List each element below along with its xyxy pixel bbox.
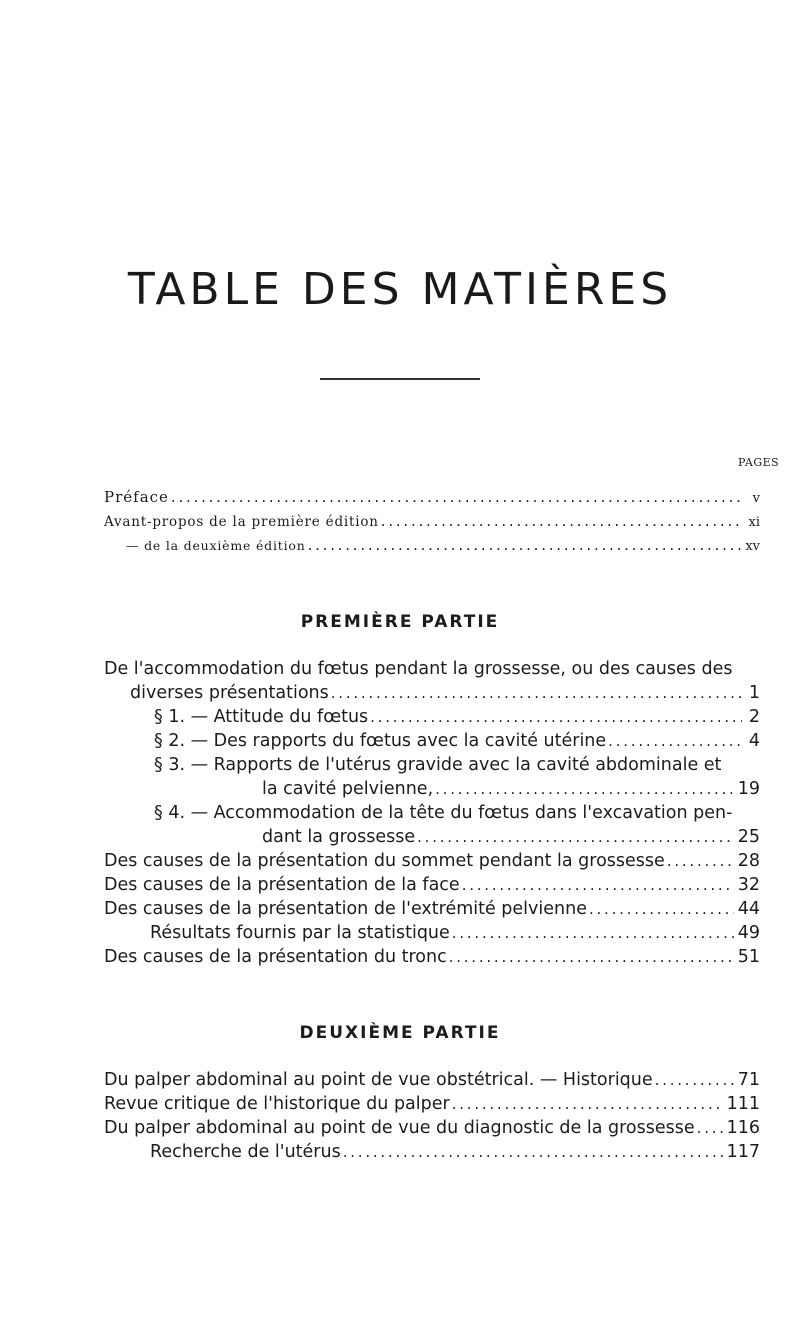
toc-entry-page: 49 <box>737 923 760 943</box>
dot-leader <box>667 850 734 872</box>
toc-entry-page: 32 <box>737 875 760 895</box>
toc-entry-page: xi <box>748 515 760 530</box>
dot-leader <box>462 874 734 896</box>
toc-entry-label: Résultats fournis par la statistique <box>150 923 450 943</box>
dot-leader <box>608 730 742 752</box>
section-3-line1: § 3. — Rapports de l'utérus gravide avec la cavité abdominale et <box>154 755 722 775</box>
dot-leader <box>381 510 742 532</box>
toc-entry-statistique[interactable] <box>150 922 760 944</box>
toc-entry-page: 51 <box>737 947 760 967</box>
dot-leader <box>171 486 742 508</box>
toc-entry-page: 117 <box>726 1142 760 1162</box>
toc-entry-page: xv <box>745 539 760 554</box>
toc-entry-preface[interactable] <box>104 486 760 510</box>
toc-entry-label: Préface <box>104 488 169 506</box>
dot-leader <box>452 922 734 944</box>
toc-entry-section-1[interactable] <box>154 706 760 728</box>
toc-entry-page: 2 <box>748 707 760 727</box>
toc-entry-page: v <box>752 491 760 506</box>
toc-entry-page: 28 <box>737 851 760 871</box>
toc-entry-label: Des causes de la présentation de la face <box>104 875 460 895</box>
toc-entry-palper-diagnostic[interactable] <box>104 1117 760 1139</box>
toc-entry-revue-critique[interactable] <box>104 1093 760 1115</box>
pages-column-label: PAGES <box>738 456 780 469</box>
toc-entry-page: 25 <box>737 827 760 847</box>
toc-entry-sommet[interactable] <box>104 850 760 872</box>
toc-entry-label: Du palper abdominal au point de vue obstétrical. — Historique <box>104 1070 653 1090</box>
title-rule <box>320 378 480 380</box>
part1-intro-line1: De l'accommodation du fœtus pendant la grossesse, ou des causes des <box>104 659 733 679</box>
part2-heading: DEUXIÈME PARTIE <box>299 1023 501 1043</box>
dot-leader <box>655 1069 734 1091</box>
dot-leader <box>435 778 734 800</box>
toc-entry-label: la cavité pelvienne, <box>262 779 434 799</box>
toc-entry-part1-intro[interactable] <box>130 682 760 704</box>
toc-entry-label: diverses présentations <box>130 683 329 703</box>
page-title: TABLE DES MATIÈRES <box>127 264 673 315</box>
toc-entry-section-2[interactable] <box>154 730 760 752</box>
toc-entry-page: 19 <box>737 779 760 799</box>
toc-entry-page: 4 <box>748 731 760 751</box>
toc-entry-label: § 2. — Des rapports du fœtus avec la cavité utérine <box>154 731 607 751</box>
toc-entry-page: 1 <box>748 683 760 703</box>
part1-heading: PREMIÈRE PARTIE <box>300 612 500 632</box>
toc-entry-tronc[interactable] <box>104 946 760 968</box>
toc-entry-palper-historique[interactable] <box>104 1069 760 1091</box>
dot-leader <box>589 898 734 920</box>
toc-entry-recherche-uterus[interactable] <box>150 1141 760 1163</box>
dot-leader <box>308 534 742 556</box>
dot-leader <box>449 946 734 968</box>
toc-entry-face[interactable] <box>104 874 760 896</box>
toc-entry-label: Du palper abdominal au point de vue du diagnostic de la grossesse <box>104 1118 695 1138</box>
toc-entry-label: — de la deuxième édition <box>126 538 306 553</box>
toc-entry-label: Des causes de la présentation du tronc <box>104 947 447 967</box>
dot-leader <box>343 1141 723 1163</box>
dot-leader <box>452 1093 723 1115</box>
toc-entry-avant-propos-2[interactable] <box>126 534 760 558</box>
dot-leader <box>331 682 742 704</box>
toc-entry-label: Des causes de la présentation du sommet pendant la grossesse <box>104 851 665 871</box>
toc-entry-avant-propos-1[interactable] <box>104 510 760 534</box>
toc-entry-label: Revue critique de l'historique du palper <box>104 1094 450 1114</box>
dot-leader <box>697 1117 723 1139</box>
toc-entry-label: Avant-propos de la première édition <box>104 514 379 530</box>
toc-entry-label: dant la grossesse <box>262 827 416 847</box>
toc-entry-page: 111 <box>726 1094 760 1114</box>
toc-entry-label: Des causes de la présentation de l'extrémité pelvienne <box>104 899 587 919</box>
toc-entry-section-4[interactable] <box>262 826 760 848</box>
toc-entry-pelvienne[interactable] <box>104 898 760 920</box>
toc-entry-label: § 1. — Attitude du fœtus <box>154 707 369 727</box>
section-4-line1: § 4. — Accommodation de la tête du fœtus dans l'excavation pen- <box>154 803 733 823</box>
dot-leader <box>370 706 742 728</box>
toc-entry-page: 71 <box>737 1070 760 1090</box>
toc-entry-label: Recherche de l'utérus <box>150 1142 341 1162</box>
toc-entry-page: 44 <box>737 899 760 919</box>
toc-entry-section-3[interactable] <box>262 778 760 800</box>
dot-leader <box>417 826 734 848</box>
toc-entry-page: 116 <box>726 1118 760 1138</box>
